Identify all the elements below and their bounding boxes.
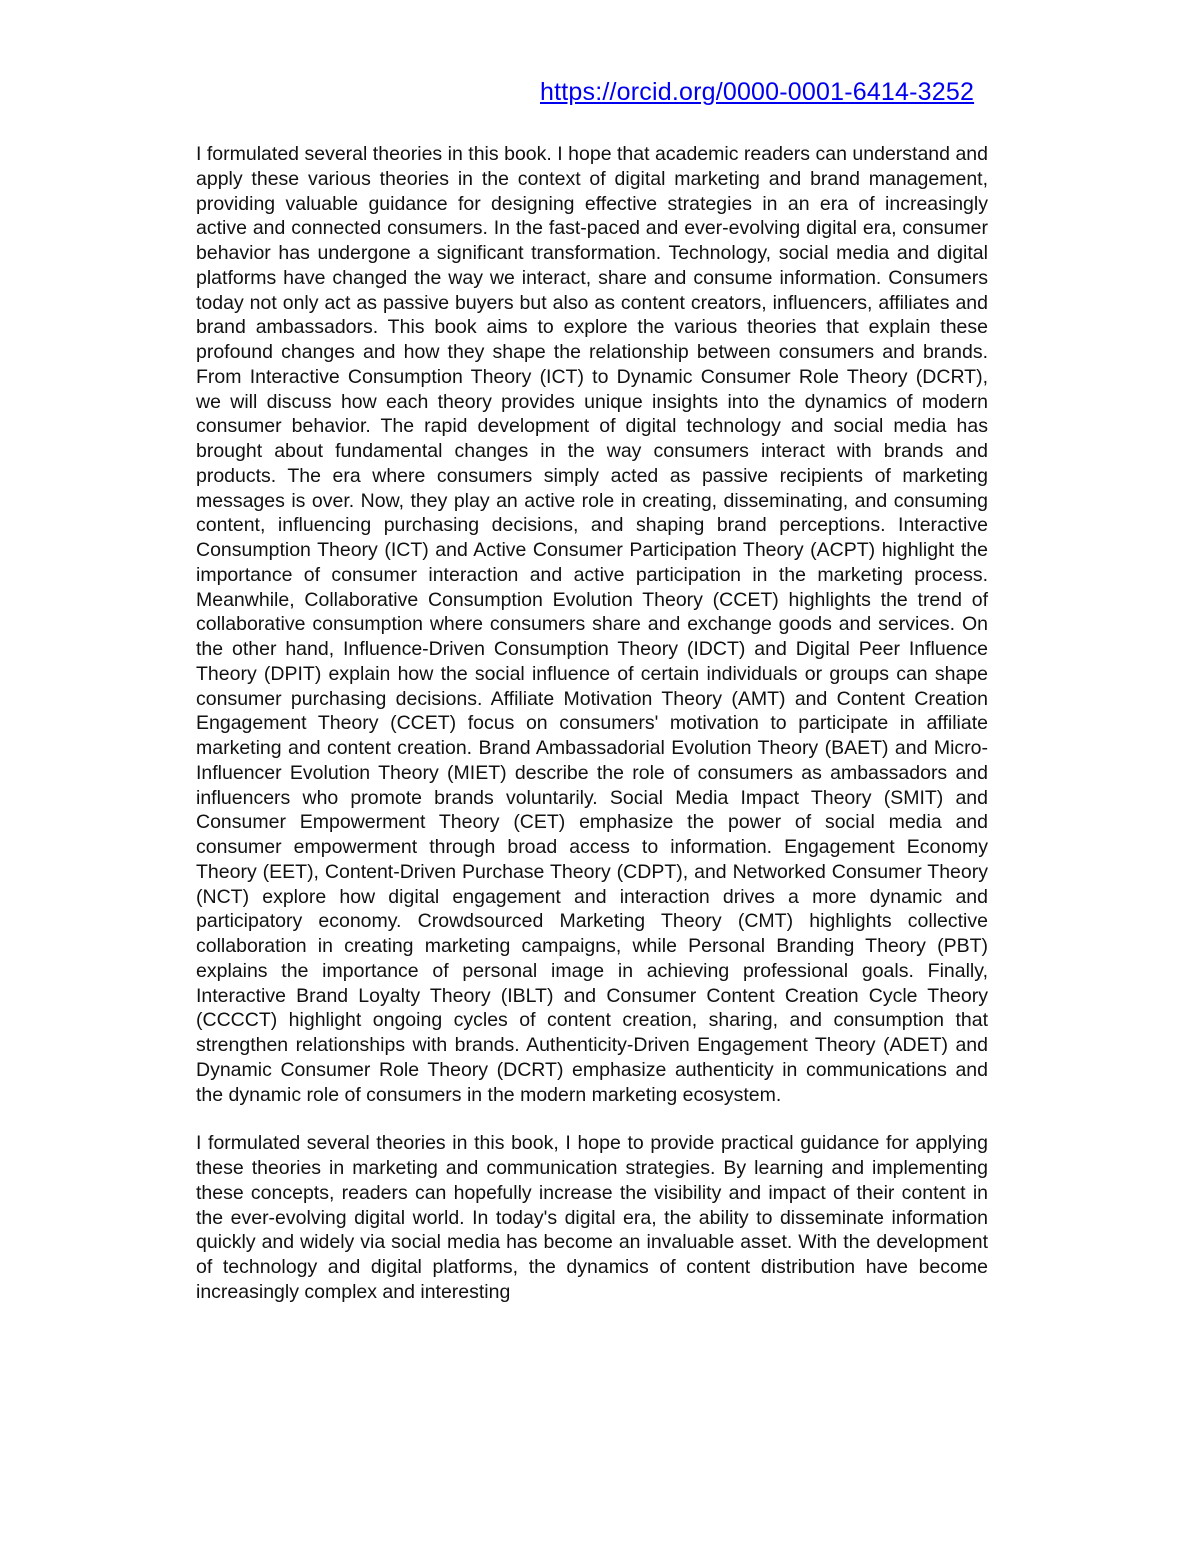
orcid-link[interactable]: https://orcid.org/0000-0001-6414-3252 bbox=[540, 78, 975, 106]
paragraph-2: I formulated several theories in this book, I hope to provide practical guidance for applying these theories in marketing and communication strategies. By learning and implementing these concepts, readers can hopefully increase the visibility and impact of their content in the ever-evolving digital world. In today's digital era, the ability to disseminate information quickly and widely via social media has become an invaluable asset. With the development of technology and digital platforms, the dynamics of content distribution have become increasingly complex and interesting bbox=[196, 1132, 988, 1303]
paragraph-1: I formulated several theories in this book. I hope that academic readers can understand and apply these various theories in the context of digital marketing and brand management, providing valuable guidance for designing effective strategies in an era of increasingly active and connected consumers. In the fast-paced and ever-evolving digital era, consumer behavior has undergone a significant transformation. Technology, social media and digital platforms have changed the way we interact, share and consume information. Consumers today not only act as passive buyers but also as content creators, influencers, affiliates and brand ambassadors. This book aims to explore the various theories that explain these profound changes and how they shape the relationship between consumers and brands. From Interactive Consumption Theory (ICT) to Dynamic Consumer Role Theory (DCRT), we will discuss how each theory provides unique insights into the dynamics of modern consumer behavior. The rapid development of digital technology and social media has brought about fundamental changes in the way consumers interact with brands and products. The era where consumers simply acted as passive recipients of marketing messages is over. Now, they play an active role in creating, disseminating, and consuming content, influencing purchasing decisions, and shaping brand perceptions. Interactive Consumption Theory (ICT) and Active Consumer Participation Theory (ACPT) highlight the importance of consumer interaction and active participation in the marketing process. Meanwhile, Collaborative Consumption Evolution Theory (CCET) highlights the trend of collaborative consumption where consumers share and exchange goods and services. On the other hand, Influence-Driven Consumption Theory (IDCT) and Digital Peer Influence Theory (DPIT) explain how the social influence of certain individuals or groups can shape consumer purchasing decisions. Affiliate Motivation Theory (AMT) and Content Creation Engagement Theory (CCET) focus on consumers' motivation to participate in affiliate marketing and content creation. Brand Ambassadorial Evolution Theory (BAET) and Micro-Influencer Evolution Theory (MIET) describe the role of consumers as ambassadors and influencers who promote brands voluntarily. Social Media Impact Theory (SMIT) and Consumer Empowerment Theory (CET) emphasize the power of social media and consumer empowerment through broad access to information. Engagement Economy Theory (EET), Content-Driven Purchase Theory (CDPT), and Networked Consumer Theory (NCT) explore how digital engagement and interaction drives a more dynamic and participatory economy. Crowdsourced Marketing Theory (CMT) highlights collective collaboration in creating marketing campaigns, while Personal Branding Theory (PBT) explains the importance of personal image in achieving professional goals. Finally, Interactive Brand Loyalty Theory (IBLT) and Consumer Content Creation Cycle Theory (CCCCT) highlight ongoing cycles of content creation, sharing, and consumption that strengthen relationships with brands. Authenticity-Driven Engagement Theory (ADET) and Dynamic Consumer Role Theory (DCRT) emphasize authenticity in communications and the dynamic role of consumers in the modern marketing ecosystem. bbox=[196, 143, 988, 1106]
body-text bbox=[196, 142, 988, 1305]
